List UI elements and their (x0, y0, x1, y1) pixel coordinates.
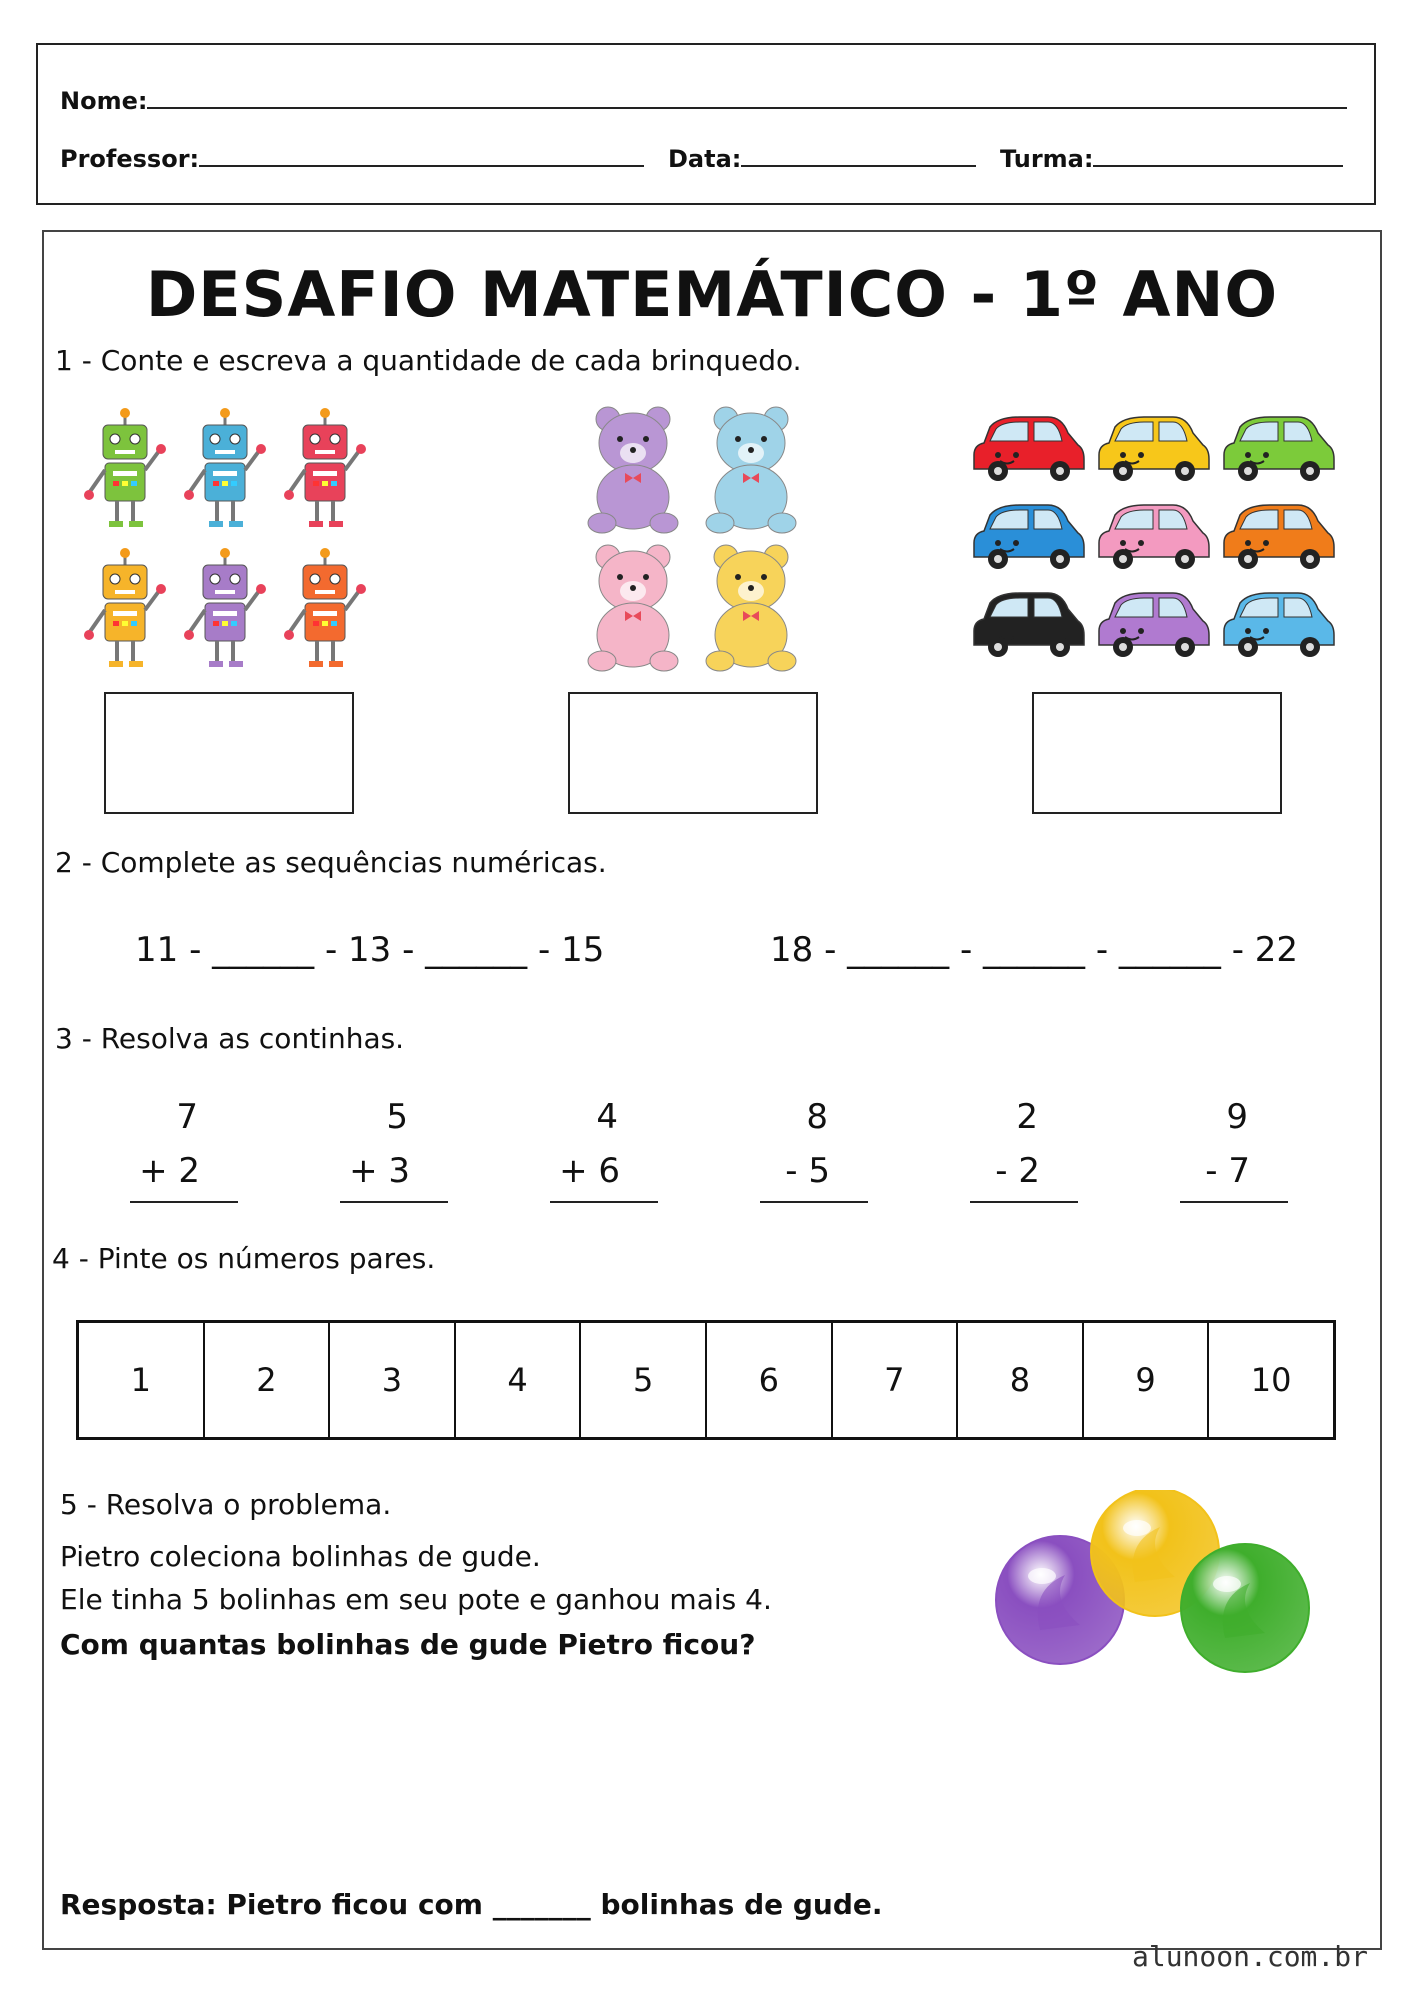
robot-icon (284, 548, 366, 667)
question-5-prompt: 5 - Resolva o problema. (60, 1488, 392, 1521)
operand-bottom: - 2 (995, 1151, 1040, 1191)
data-row (668, 145, 976, 173)
operand-top: 9 (1226, 1097, 1248, 1137)
operand-top: 5 (386, 1097, 408, 1137)
professor-row (60, 145, 644, 173)
number-cell[interactable]: 3 (330, 1323, 456, 1437)
teddy-bear-icon (588, 407, 678, 533)
operand-bottom: - 5 (785, 1151, 830, 1191)
answer-box-robots[interactable] (104, 692, 354, 814)
number-cell[interactable]: 8 (958, 1323, 1084, 1437)
operand-top: 7 (176, 1097, 198, 1137)
problem-line-1: Pietro coleciona bolinhas de gude. (60, 1540, 541, 1573)
number-cell[interactable]: 2 (205, 1323, 331, 1437)
car-icon (1224, 417, 1334, 481)
robot-icon (284, 408, 366, 527)
turma-field[interactable] (1093, 164, 1343, 167)
data-label: Data: (668, 145, 742, 173)
operand-top: 4 (596, 1097, 618, 1137)
car-icon (1099, 505, 1209, 569)
turma-label: Turma: (1000, 145, 1094, 173)
number-cell[interactable]: 7 (833, 1323, 959, 1437)
robot-icon (84, 408, 166, 527)
result-line (970, 1201, 1078, 1203)
problem-line-2: Ele tinha 5 bolinhas em seu pote e ganhou mais 4. (60, 1583, 772, 1616)
car-icon (1099, 417, 1209, 481)
number-cell[interactable]: 5 (581, 1323, 707, 1437)
addition-subtraction-problem[interactable] (548, 1097, 658, 1203)
question-3-prompt: 3 - Resolva as continhas. (55, 1022, 405, 1055)
problem-question: Com quantas bolinhas de gude Pietro ficou? (60, 1628, 756, 1661)
teddy-bears-illustration (580, 405, 810, 685)
question-2-prompt: 2 - Complete as sequências numéricas. (55, 846, 607, 879)
result-line (550, 1201, 658, 1203)
sequence-2[interactable]: 18 - ______ - ______ - ______ - 22 (770, 930, 1299, 970)
addition-subtraction-problem[interactable] (338, 1097, 448, 1203)
footer-site: alunoon.com.br (1131, 1940, 1368, 1973)
turma-row (1000, 145, 1343, 173)
nome-row (60, 87, 1347, 115)
number-cell[interactable]: 9 (1084, 1323, 1210, 1437)
nome-field[interactable] (147, 106, 1347, 109)
page-title: DESAFIO MATEMÁTICO - 1º ANO (145, 258, 1279, 331)
professor-field[interactable] (199, 164, 644, 167)
addition-subtraction-problem[interactable] (758, 1097, 868, 1203)
number-cell[interactable]: 6 (707, 1323, 833, 1437)
addition-subtraction-problem[interactable] (1178, 1097, 1288, 1203)
sequence-1[interactable]: 11 - ______ - 13 - ______ - 15 (135, 930, 605, 970)
operand-bottom: + 3 (349, 1151, 410, 1191)
addition-subtraction-problem[interactable] (968, 1097, 1078, 1203)
operand-bottom: + 6 (559, 1151, 620, 1191)
question-4-prompt: 4 - Pinte os números pares. (52, 1242, 436, 1275)
robot-icon (184, 408, 266, 527)
student-info-box (36, 43, 1376, 205)
professor-label: Professor: (60, 145, 200, 173)
teddy-bear-icon (706, 545, 796, 671)
marble-icon (1181, 1544, 1309, 1672)
robot-icon (84, 548, 166, 667)
car-icon (1224, 505, 1334, 569)
answer-box-bears[interactable] (568, 692, 818, 814)
cars-illustration (970, 415, 1340, 675)
robot-icon (184, 548, 266, 667)
result-line (1180, 1201, 1288, 1203)
car-icon (1224, 593, 1334, 657)
operand-top: 8 (806, 1097, 828, 1137)
question-1-prompt: 1 - Conte e escreva a quantidade de cada brinquedo. (55, 344, 802, 377)
teddy-bear-icon (706, 407, 796, 533)
robots-illustration (75, 400, 395, 690)
answer-box-cars[interactable] (1032, 692, 1282, 814)
number-grid (76, 1320, 1336, 1440)
operand-top: 2 (1016, 1097, 1038, 1137)
addition-subtraction-problem[interactable] (128, 1097, 238, 1203)
number-cell[interactable]: 1 (79, 1323, 205, 1437)
result-line (130, 1201, 238, 1203)
car-icon (974, 593, 1084, 657)
data-field[interactable] (741, 164, 976, 167)
number-cell[interactable]: 10 (1250, 1361, 1292, 1399)
answer-line[interactable]: Resposta: Pietro ficou com _______ bolinhas de gude. (60, 1888, 883, 1921)
nome-label: Nome: (60, 87, 148, 115)
number-cell[interactable]: 4 (456, 1323, 582, 1437)
operand-bottom: - 7 (1205, 1151, 1250, 1191)
marbles-illustration (995, 1490, 1335, 1690)
car-icon (1099, 593, 1209, 657)
teddy-bear-icon (588, 545, 678, 671)
operand-bottom: + 2 (139, 1151, 200, 1191)
result-line (340, 1201, 448, 1203)
car-icon (974, 505, 1084, 569)
car-icon (974, 417, 1084, 481)
result-line (760, 1201, 868, 1203)
